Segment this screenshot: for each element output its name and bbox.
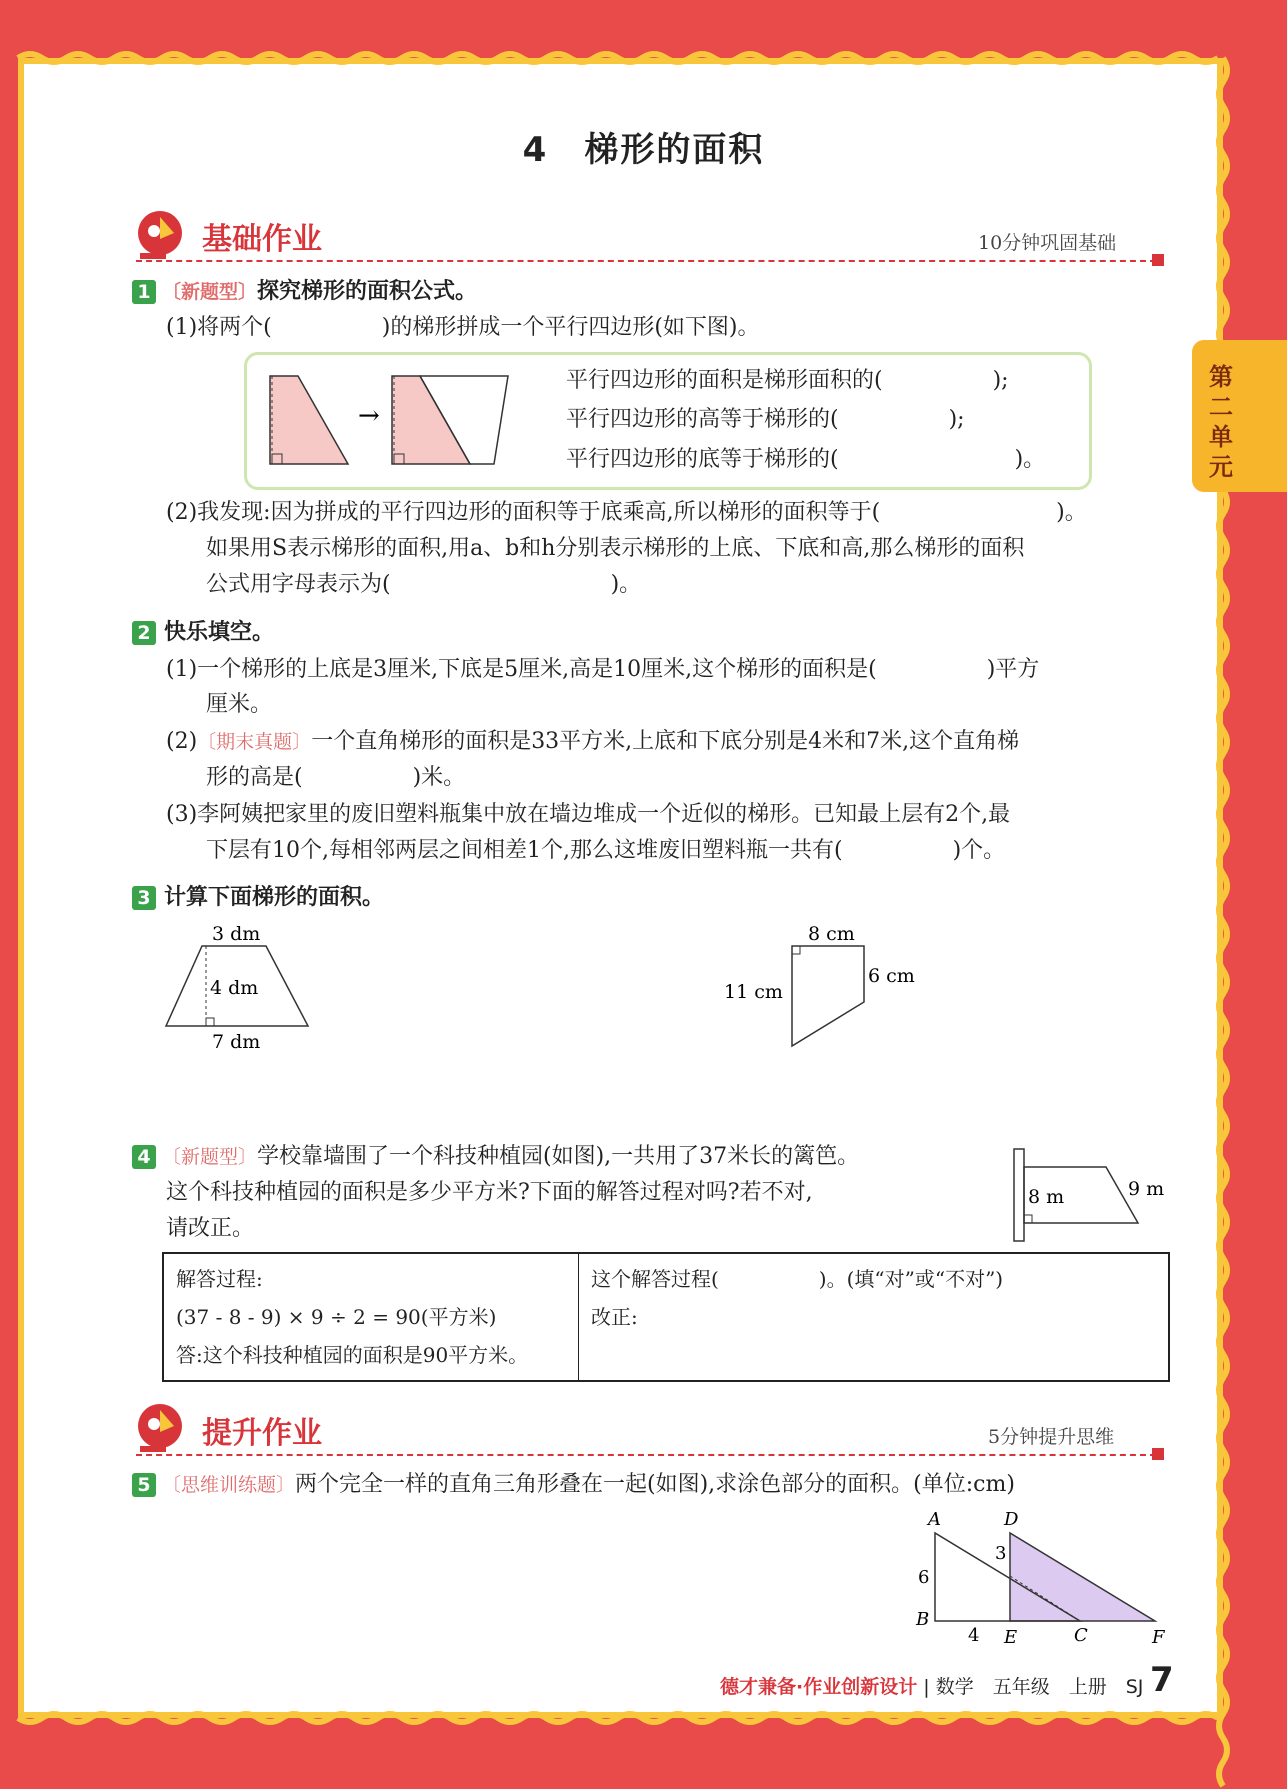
q5-overlapping-triangles-figure	[900, 1505, 1180, 1645]
q2-line-1: (1)一个梯形的上底是3厘米,下底是5厘米,高是10厘米,这个梯形的面积是( )平方	[166, 657, 1040, 682]
q1-heading	[162, 277, 477, 307]
section-advanced-title: 提升作业	[202, 1416, 322, 1451]
divider-end-marker-2	[1152, 1448, 1164, 1460]
bell-mascot-icon	[130, 205, 190, 265]
trapezoid-to-parallelogram-figure	[258, 368, 518, 472]
section-divider-2	[136, 1454, 1156, 1456]
length-six-label: 6	[918, 1567, 930, 1588]
unit-side-tab-label: 第二单元	[1209, 363, 1233, 481]
section-divider	[136, 260, 1156, 262]
q1-tag: 〔新题型〕	[162, 281, 258, 303]
garden-left-label: 8 m	[1028, 1186, 1065, 1208]
length-four-label: 4	[968, 1625, 980, 1645]
footer-separator: |	[923, 1676, 930, 1698]
fig1-top-label: 3 dm	[212, 923, 261, 945]
q1-part1: (1)将两个( )的梯形拼成一个平行四边形(如下图)。	[166, 315, 760, 340]
figure-arrow-icon: →	[358, 401, 380, 431]
point-b-label: B	[916, 1609, 930, 1630]
q1-part2-line-3: 公式用字母表示为( )。	[206, 572, 642, 597]
q1-part2-line-1: (2)我发现:因为拼成的平行四边形的面积等于底乘高,所以梯形的面积等于( )。	[166, 500, 1087, 525]
judgement-cell[interactable]	[579, 1253, 1170, 1381]
point-d-label: D	[1004, 1509, 1019, 1530]
q2-line-5: (3)李阿姨把家里的废旧塑料瓶集中放在墙边堆成一个近似的梯形。已知最上层有2个,最	[166, 802, 1011, 827]
q2-text: 快乐填空。	[164, 620, 275, 645]
q1-part2-line-2: 如果用S表示梯形的面积,用a、b和h分别表示梯形的上底、下底和高,那么梯形的面积	[206, 536, 1025, 561]
solution-line-1: 解答过程:	[176, 1267, 263, 1291]
divider-end-marker	[1152, 254, 1164, 266]
section-basic-title: 基础作业	[202, 222, 322, 257]
q4-line-3: 请改正。	[166, 1216, 255, 1241]
section-advanced-note: 5分钟提升思维	[988, 1426, 1115, 1448]
point-e-label: E	[1004, 1627, 1018, 1645]
q4-garden-figure	[1010, 1145, 1190, 1245]
question-number-4: 4	[132, 1145, 156, 1169]
q2-line-3	[166, 727, 1019, 757]
q3-text: 计算下面梯形的面积。	[164, 885, 385, 910]
q4-line-1	[162, 1142, 859, 1172]
fig1-height-label: 4 dm	[210, 977, 259, 999]
solution-line-2: (37 - 8 - 9) × 9 ÷ 2 = 90(平方米)	[176, 1305, 497, 1329]
point-f-label: F	[1152, 1627, 1165, 1645]
q2-line-4: 形的高是( )米。	[206, 765, 466, 790]
q3-trapezoid-figure-2	[724, 920, 924, 1060]
q1-text: 探究梯形的面积公式。	[257, 279, 478, 304]
q5-line	[162, 1470, 1015, 1500]
solution-line-3: 答:这个科技种植园的面积是90平方米。	[176, 1343, 529, 1367]
fig1-bottom-label: 7 dm	[212, 1031, 261, 1050]
q2-tag: 〔期末真题〕	[197, 731, 312, 753]
bell-mascot-icon-2	[130, 1398, 190, 1458]
question-number-5: 5	[132, 1473, 156, 1497]
q4-line-2: 这个科技种植园的面积是多少平方米?下面的解答过程对吗?若不对,	[166, 1180, 813, 1205]
fig2-top-label: 8 cm	[808, 923, 855, 945]
q4-answer-table	[162, 1252, 1170, 1382]
question-number-2: 2	[132, 621, 156, 645]
point-c-label: C	[1074, 1625, 1088, 1645]
q1-box-line-2: 平行四边形的高等于梯形的( );	[566, 407, 965, 432]
fig2-left-label: 11 cm	[724, 981, 783, 1003]
judgement-line: 这个解答过程( )。(填“对”或“不对”)	[591, 1267, 1004, 1291]
q5-text: 两个完全一样的直角三角形叠在一起(如图),求涂色部分的面积。(单位:cm)	[295, 1472, 1015, 1497]
garden-right-label: 9 m	[1128, 1178, 1165, 1200]
section-basic-note: 10分钟巩固基础	[978, 232, 1117, 254]
footer-info: 数学 五年级 上册 SJ	[935, 1676, 1144, 1698]
question-number-1: 1	[132, 280, 156, 304]
question-number-3: 3	[132, 886, 156, 910]
footer	[720, 1672, 1143, 1699]
q1-box-line-3: 平行四边形的底等于梯形的( )。	[566, 447, 1046, 472]
page-title: 4 梯形的面积	[522, 130, 765, 170]
q4-tag: 〔新题型〕	[162, 1146, 258, 1168]
q2-part2-prefix: (2)	[166, 729, 198, 754]
fig2-right-label: 6 cm	[868, 965, 915, 987]
q2-part2-text: 一个直角梯形的面积是33平方米,上底和下底分别是4米和7米,这个直角梯	[311, 729, 1020, 754]
point-a-label: A	[928, 1509, 941, 1530]
page-number: 7	[1150, 1660, 1174, 1700]
solution-process-cell	[163, 1253, 579, 1381]
length-three-label: 3	[995, 1543, 1007, 1564]
q2-line-2: 厘米。	[206, 692, 273, 717]
q2-line-6: 下层有10个,每相邻两层之间相差1个,那么这堆废旧塑料瓶一共有( )个。	[206, 838, 1006, 863]
footer-brand: 德才兼备·作业创新设计	[720, 1676, 918, 1698]
q1-box-line-1: 平行四边形的面积是梯形面积的( );	[566, 368, 1009, 393]
q5-tag: 〔思维训练题〕	[162, 1474, 296, 1496]
correction-label: 改正:	[591, 1305, 638, 1329]
q4-line-1-text: 学校靠墙围了一个科技种植园(如图),一共用了37米长的篱笆。	[257, 1144, 860, 1169]
q3-trapezoid-figure-1	[150, 920, 330, 1050]
